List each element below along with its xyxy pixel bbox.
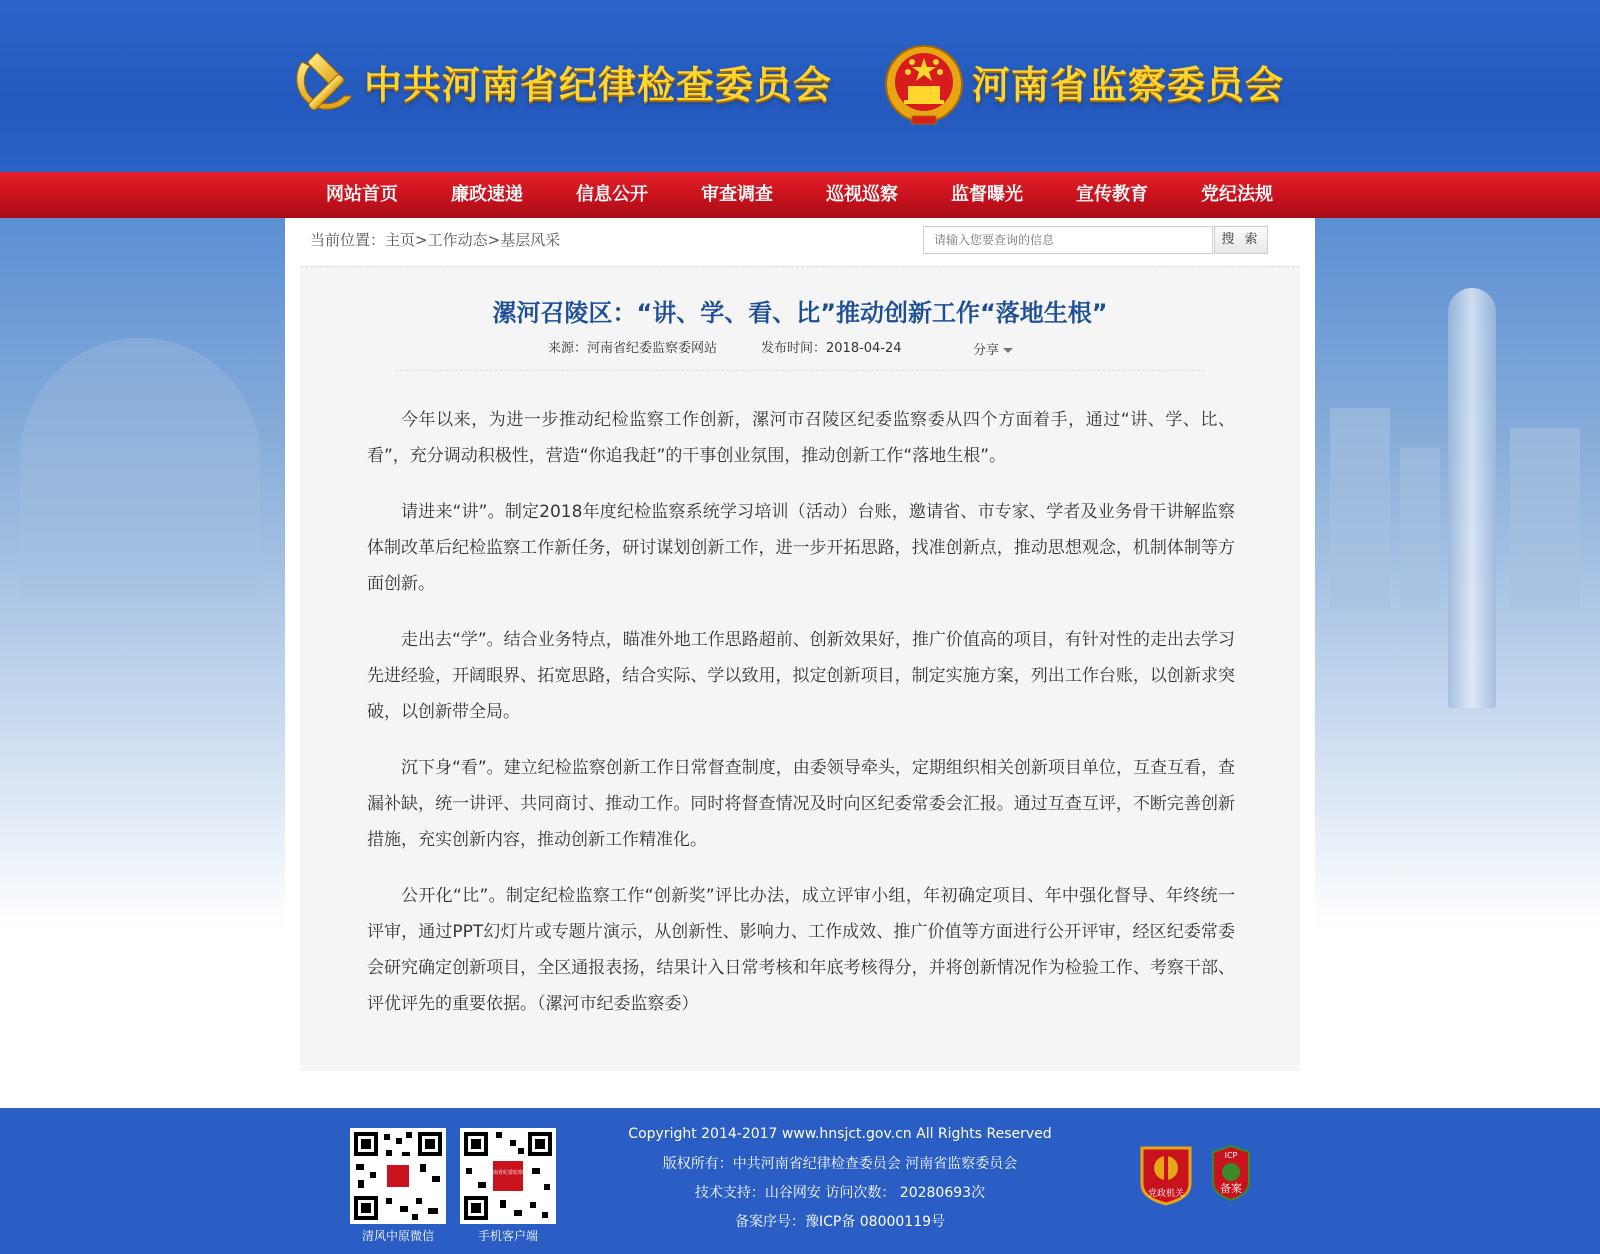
qr-code-icon <box>350 1128 446 1224</box>
background-airport <box>20 338 260 598</box>
footer-copyright: Copyright 2014-2017 www.hnsjct.gov.cn All Rights Reserved <box>628 1126 1052 1142</box>
article-paragraph: 沉下身“看”。建立纪检监察创新工作日常督查制度，由委领导牵头，定期组织相关创新项目单位，互查互看，查漏补缺，统一讲评、共同商讨、推动工作。同时将督查情况及时向区纪委常委会汇报。通过互查互评，不断完善创新措施，充实创新内容，推动创新工作精准化。 <box>367 758 1235 850</box>
main-nav <box>0 172 1600 218</box>
qr-label-wechat: 清风中原微信 <box>361 1229 434 1243</box>
nav-item-info[interactable]: 信息公开 <box>576 184 648 205</box>
background-building <box>1330 408 1390 608</box>
footer-tech-support: 技术支持：山谷网安 访问次数： 20280693次 <box>694 1185 986 1201</box>
article-source: 来源：河南省纪委监察委网站 <box>548 341 718 356</box>
badge-top-label: ICP <box>1224 1151 1238 1160</box>
footer-owner: 版权所有：中共河南省纪律检查委员会 河南省监察委员会 <box>662 1156 1018 1172</box>
nav-item-inspection[interactable]: 巡视巡察 <box>826 184 898 205</box>
site-footer <box>0 1108 1600 1254</box>
background-building <box>1510 428 1580 608</box>
nav-item-regulations[interactable]: 党纪法规 <box>1201 184 1273 205</box>
qr-label-mobile: 手机客户端 <box>477 1229 538 1243</box>
breadcrumb-work-news[interactable]: 工作动态 <box>427 231 488 249</box>
qr-code-icon <box>460 1128 556 1224</box>
article-body <box>367 402 1235 1042</box>
breadcrumb-separator: > <box>415 231 428 249</box>
nav-item-education[interactable]: 宣传教育 <box>1076 184 1148 205</box>
national-emblem-icon <box>884 42 964 128</box>
article-paragraph: 公开化“比”。制定纪检监察工作“创新奖”评比办法，成立评审小组，年初确定项目、年中强化督导、年终统一评审，通过PPT幻灯片或专题片演示，从创新性、影响力、工作成效、推广价值等方面进行公开评审，经区纪委常委会研究确定创新项目，全区通报表扬，结果计入日常考核和年底考核得分，并将创新情况作为检验工作、考察干部、评优评先的重要依据。（漯河市纪委监察委） <box>367 886 1235 1014</box>
header-title-left: 中共河南省纪律检查委员会 <box>364 63 833 107</box>
nav-item-lianzheng[interactable]: 廉政速递 <box>451 184 523 205</box>
nav-item-home[interactable]: 网站首页 <box>326 184 398 205</box>
breadcrumb-grassroots[interactable]: 基层风采 <box>500 231 561 249</box>
caret-down-icon <box>1003 348 1013 353</box>
breadcrumb <box>310 230 560 250</box>
header-title-right: 河南省监察委员会 <box>972 63 1285 107</box>
article-publish-time: 发布时间：2018-04-24 <box>761 341 902 356</box>
meta-divider <box>395 370 1205 371</box>
search-button[interactable]: 搜 索 <box>1214 226 1268 254</box>
background-building <box>1400 448 1440 608</box>
badge-label: 党政机关 <box>1147 1189 1185 1199</box>
background-tower <box>1448 288 1496 708</box>
qr-center-label: 河南省纪委监察委 <box>487 1170 529 1176</box>
share-dropdown[interactable] <box>973 342 1013 360</box>
site-header <box>0 0 1600 172</box>
share-label: 分享 <box>973 343 1000 358</box>
content-panel <box>285 218 1315 1070</box>
party-government-badge-icon[interactable] <box>1138 1144 1194 1206</box>
badge-label: 备案 <box>1220 1182 1242 1195</box>
search-input[interactable] <box>923 226 1213 254</box>
nav-item-investigation[interactable]: 审查调查 <box>701 184 773 205</box>
article-title: 漯河召陵区：“讲、学、看、比”推动创新工作“落地生根” <box>492 299 1108 327</box>
party-emblem-icon <box>288 46 360 122</box>
article-paragraph: 今年以来，为进一步推动纪检监察工作创新，漯河市召陵区纪委监察委从四个方面着手，通过“讲、学、比、看”，充分调动积极性，营造“你追我赶”的干事创业氛围，推动创新工作“落地生根”。 <box>367 410 1235 466</box>
nav-item-supervision[interactable]: 监督曝光 <box>951 184 1023 205</box>
footer-icp[interactable]: 备案序号：豫ICP备 08000119号 <box>734 1214 946 1230</box>
article-paragraph: 走出去“学”。结合业务特点，瞄准外地工作思路超前、创新效果好，推广价值高的项目，有针对性的走出去学习先进经验，开阔眼界、拓宽思路，结合实际、学以致用，拟定创新项目，制定实施方案，列出工作台账，以创新求突破，以创新带全局。 <box>367 630 1235 722</box>
article-paragraph: 请进来“讲”。制定2018年度纪检监察系统学习培训（活动）台账，邀请省、市专家、学者及业务骨干讲解监察体制改革后纪检监察工作新任务，研讨谋划创新工作，进一步开拓思路，找准创新点，推动思想观念，机制体制等方面创新。 <box>367 502 1235 594</box>
breadcrumb-home[interactable]: 主页 <box>385 231 416 249</box>
breadcrumb-prefix: 当前位置： <box>310 231 386 249</box>
breadcrumb-separator: > <box>487 231 501 249</box>
icp-record-badge-icon[interactable] <box>1210 1144 1252 1202</box>
